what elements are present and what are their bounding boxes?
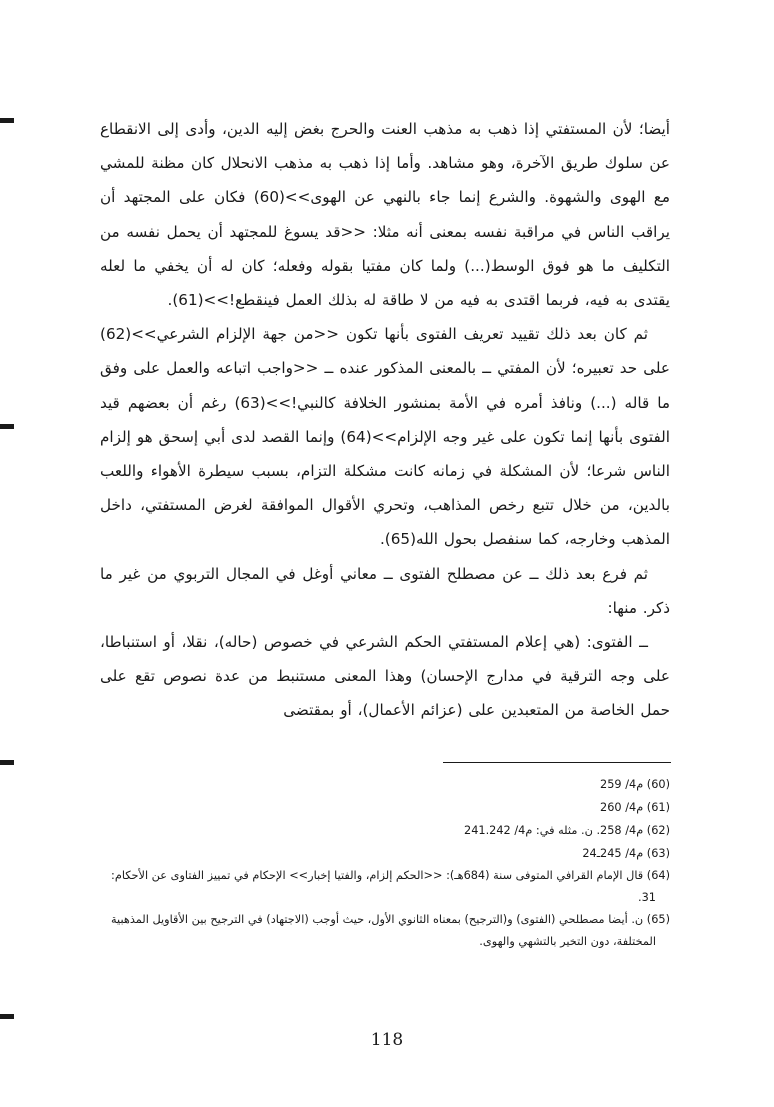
footnotes <box>100 773 670 953</box>
paragraph-1: أيضا؛ لأن المستفتي إذا ذهب به مذهب العنت والحرج بغض إليه الدين، وأدى إلى الانقطاع عن سلوك طريق الآخرة، وهو مشاهد. وأما إذا ذهب به مذهب الانحلال كان مظنة للمشي مع الهوى والشهوة. والشرع إنما جاء بالنهي عن الهوى>>(60) فكان على المجتهد أن يراقب الناس في مراقبة نفسه بمعنى أنه مثلا: <<قد يسوغ للمجتهد أن يحمل نفسه من التكليف ما هو فوق الوسط(...) ولما كان مفتيا بقوله وفعله؛ كان له أن يخفي ما لعله يقتدى به فيه، فربما اقتدى به فيه من لا طاقة له بذلك العمل فينقطع!>>(61). <box>100 120 670 310</box>
footnote-60: (60) م4/ 259 <box>600 778 670 791</box>
page-number: 118 <box>370 1030 404 1050</box>
margin-mark <box>0 118 14 123</box>
footnote-64: (64) قال الإمام القرافي المتوفى سنة (684هـ): <<الحكم إلزام، والفتيا إخبار>> الإحكام في تمييز الفتاوى عن الأحكام: 31. <box>111 869 670 904</box>
footnote-65: (65) ن. أيضا مصطلحي (الفتوى) و(الترجيح) بمعناه الثانوي الأول، حيث أوجب (الاجتهاد) في الترجيح بين الأقاويل المذهبية المختلفة، دون التخير بالتشهي والهوى. <box>111 913 670 948</box>
footnote-62: (62) م4/ 258. ن. مثله في: م4/ 241.242 <box>464 824 670 837</box>
footnote-63: (63) م4/ 245ـ24 <box>582 847 670 860</box>
paragraph-4: ــ الفتوى: (هي إعلام المستفتي الحكم الشرعي في خصوص (حاله)، نقلا، أو استنباطا، على وجه الترقية في مدارج الإحسان) وهذا المعنى مستنبط من عدة نصوص تقع على حمل الخاصة من المتعبدين على (عزائم الأعمال)، أو بمقتضى <box>100 633 670 720</box>
page-body <box>100 112 670 728</box>
margin-mark <box>0 1014 14 1019</box>
margin-mark <box>0 760 14 765</box>
footnote-61: (61) م4/ 260 <box>600 801 670 814</box>
paragraph-3: ثم فرع بعد ذلك ــ عن مصطلح الفتوى ــ معاني أوغل في المجال التربوي من غير ما ذكر. منها: <box>100 564 670 617</box>
footnote-separator <box>443 762 671 763</box>
margin-mark <box>0 424 14 429</box>
paragraph-2: ثم كان بعد ذلك تقييد تعريف الفتوى بأنها تكون <<من جهة الإلزام الشرعي>>(62) على حد تعبيره؛ لأن المفتي ــ بالمعنى المذكور عنده ــ <<واجب اتباعه والعمل على وفق ما قاله (...) ونافذ أمره في الأمة بمنشور الخلافة كالنبي!>>(63) رغم أن بعضهم قيد الفتوى بأنها إنما تكون على غير وجه الإلزام>>(64) وإنما القصد لدى أبي إسحق هو إلزام الناس شرعا؛ لأن المشكلة في زمانه كانت مشكلة التزام، بسبب سيطرة الأهواء واللعب بالدين، من خلال تتبع رخص المذاهب، وتحري الأقوال الموافقة لغرض المستفتي، داخل المذهب وخارجه، كما سنفصل بحول الله(65). <box>100 325 670 549</box>
